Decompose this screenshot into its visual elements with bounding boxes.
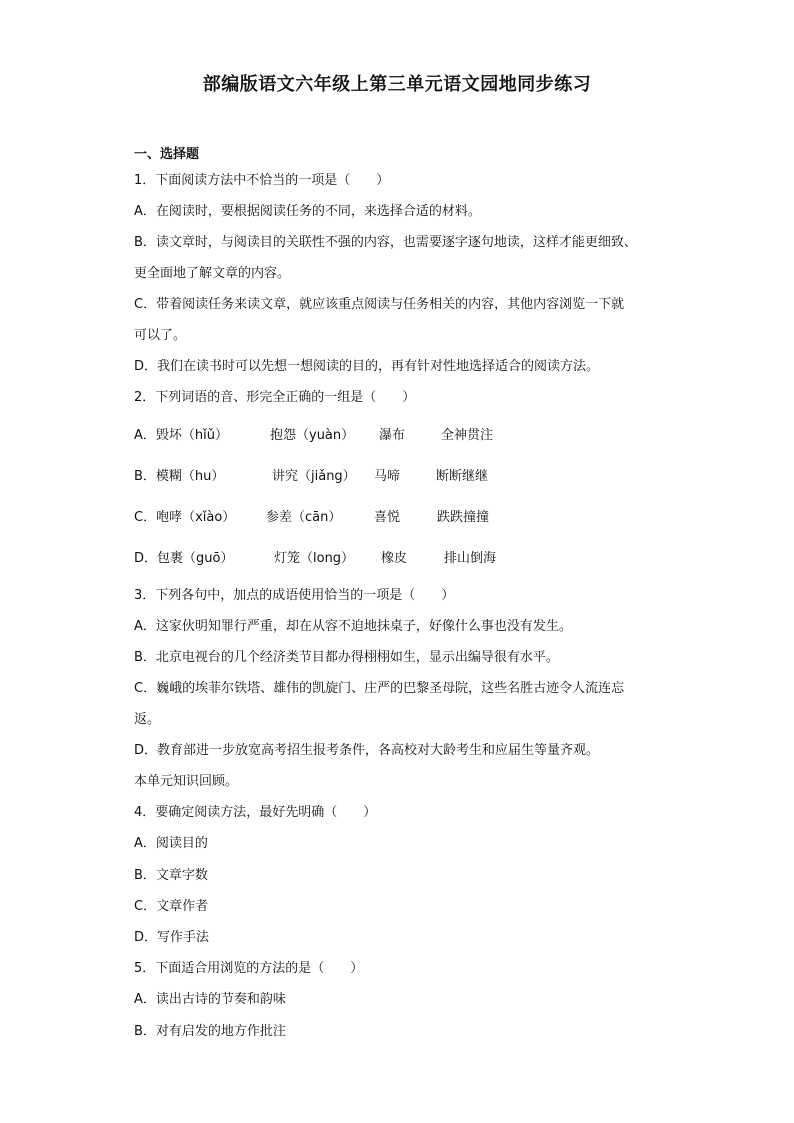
q4-option-b: B．文章字数: [134, 868, 208, 883]
q1-option-a: A．在阅读时，要根据阅读任务的不同，来选择合适的材料。: [134, 204, 481, 219]
q2-row-cell: 瀑布: [379, 428, 406, 443]
q2-row-cell: 抱怨（yuàn）: [270, 428, 355, 443]
q2-row-cell: 喜悦: [374, 510, 401, 525]
q1-option-c-line1: C．带着阅读任务来读文章，就应该重点阅读与任务相关的内容，其他内容浏览一下就: [134, 297, 625, 312]
q2-row-cell: 排山倒海: [444, 551, 497, 566]
q1-option-b-line2: 更全面地了解文章的内容。: [134, 266, 291, 281]
q3-stem: 3．下列各句中，加点的成语使用恰当的一项是（ ）: [134, 588, 455, 603]
q5-option-b: B．对有启发的地方作批注: [134, 1024, 286, 1039]
review-note: 本单元知识回顾。: [134, 774, 239, 789]
q2-stem: 2．下列词语的音、形完全正确的一组是（ ）: [134, 390, 416, 405]
section-heading: 一、选择题: [134, 147, 200, 162]
q2-row-cell: B．模糊（hu）: [134, 469, 225, 484]
q2-row-cell: 橡皮: [381, 551, 408, 566]
q2-row-cell: 灯笼（long）: [274, 551, 355, 566]
q4-stem: 4．要确定阅读方法，最好先明确（ ）: [134, 805, 377, 820]
q4-option-a: A．阅读目的: [134, 836, 208, 851]
q2-row-cell: 参差（cān）: [266, 510, 342, 525]
q3-option-c-line2: 返。: [134, 712, 161, 727]
q3-option-a: A．这家伙明知罪行严重，却在从容不迫地抹桌子，好像什么事也没有发生。: [134, 619, 572, 634]
q4-option-c: C．文章作者: [134, 899, 209, 914]
q3-option-d: D．教育部进一步放宽高考招生报考条件，各高校对大龄考生和应届生等量齐观。: [134, 743, 600, 758]
q1-stem: 1．下面阅读方法中不恰当的一项是（ ）: [134, 173, 390, 188]
q2-row-cell: 马啼: [374, 469, 401, 484]
q5-option-a: A．读出古诗的节奏和韵味: [134, 992, 286, 1007]
q3-option-b: B．北京电视台的几个经济类节目都办得栩栩如生，显示出编导很有水平。: [134, 650, 559, 665]
q5-stem: 5．下面适合用浏览的方法的是（ ）: [134, 961, 364, 976]
q2-row-cell: C．咆哮（xǐào）: [134, 510, 236, 525]
q2-row-cell: D．包裹（guō）: [134, 551, 234, 566]
document-title: 部编版语文六年级上第三单元语文园地同步练习: [202, 74, 592, 95]
q2-row-cell: 全神贯注: [441, 428, 494, 443]
q1-option-d: D．我们在读书时可以先想一想阅读的目的，再有针对性地选择适合的阅读方法。: [134, 359, 600, 374]
q2-row-cell: A．毁坏（hǐǔ）: [134, 428, 228, 443]
q2-row-cell: 讲究（jiǎng）: [272, 469, 356, 484]
q3-option-c-line1: C．巍峨的埃菲尔铁塔、雄伟的凯旋门、庄严的巴黎圣母院，这些名胜古迹令人流连忘: [134, 681, 625, 696]
q1-option-c-line2: 可以了。: [134, 328, 187, 343]
q1-option-b-line1: B．读文章时，与阅读目的关联性不强的内容，也需要逐字逐句地读，这样才能更细致、: [134, 235, 637, 250]
q4-option-d: D．写作手法: [134, 930, 210, 945]
q2-row-cell: 断断继继: [436, 469, 489, 484]
q2-row-cell: 跌跌撞撞: [437, 510, 490, 525]
